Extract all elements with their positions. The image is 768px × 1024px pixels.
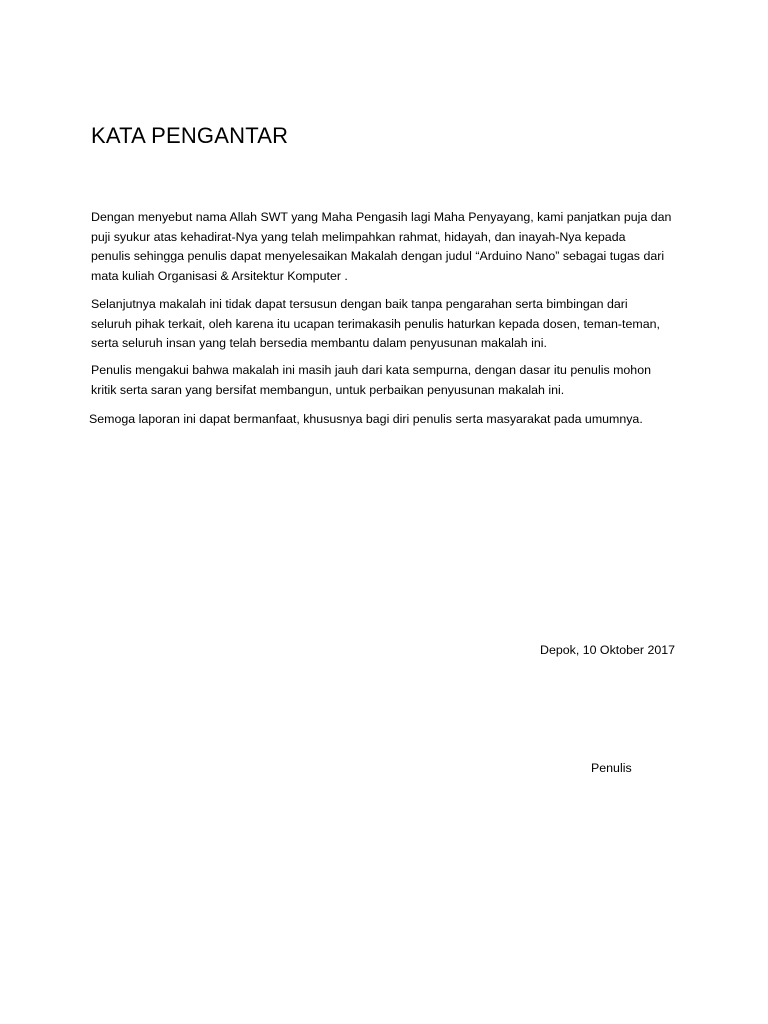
page-title: KATA PENGANTAR: [91, 123, 289, 148]
paragraph-line: mata kuliah Organisasi & Arsitektur Komputer .: [91, 269, 348, 284]
paragraph-closing: [89, 410, 689, 430]
paragraph-line: seluruh pihak terkait, oleh karena itu ucapan terimakasih penulis haturkan kepada dosen, teman-teman,: [91, 316, 660, 331]
paragraph-line: serta seluruh insan yang telah bersedia membantu dalam penyusunan makalah ini.: [91, 336, 547, 351]
paragraph-thanks: [91, 295, 691, 354]
paragraph-line: Semoga laporan ini dapat bermanfaat, khususnya bagi diri penulis serta masyarakat pada umumnya.: [89, 412, 643, 426]
paragraph-line: puji syukur atas kehadirat-Nya yang telah melimpahkan rahmat, hidayah, dan inayah-Nya kepada: [91, 229, 626, 244]
signature: Penulis: [591, 761, 632, 775]
paragraph-line: Selanjutnya makalah ini tidak dapat tersusun dengan baik tanpa pengarahan serta bimbingan dari: [91, 297, 628, 311]
paragraph-line: penulis sehingga penulis dapat menyelesaikan Makalah dengan judul “Arduino Nano” sebagai tugas dari: [91, 249, 665, 264]
paragraph-line: kritik serta saran yang bersifat membangun, untuk perbaikan penyusunan makalah ini.: [91, 382, 565, 397]
paragraph-line: Dengan menyebut nama Allah SWT yang Maha Pengasih lagi Maha Penyayang, kami panjatkan puja dan: [91, 210, 672, 224]
paragraph-opening: [91, 208, 691, 287]
paragraph-line: Penulis mengakui bahwa makalah ini masih jauh dari kata sempurna, dengan dasar itu penulis mohon: [91, 363, 651, 377]
paragraph-apology: [91, 361, 691, 400]
place-date: Depok, 10 Oktober 2017: [540, 643, 676, 657]
